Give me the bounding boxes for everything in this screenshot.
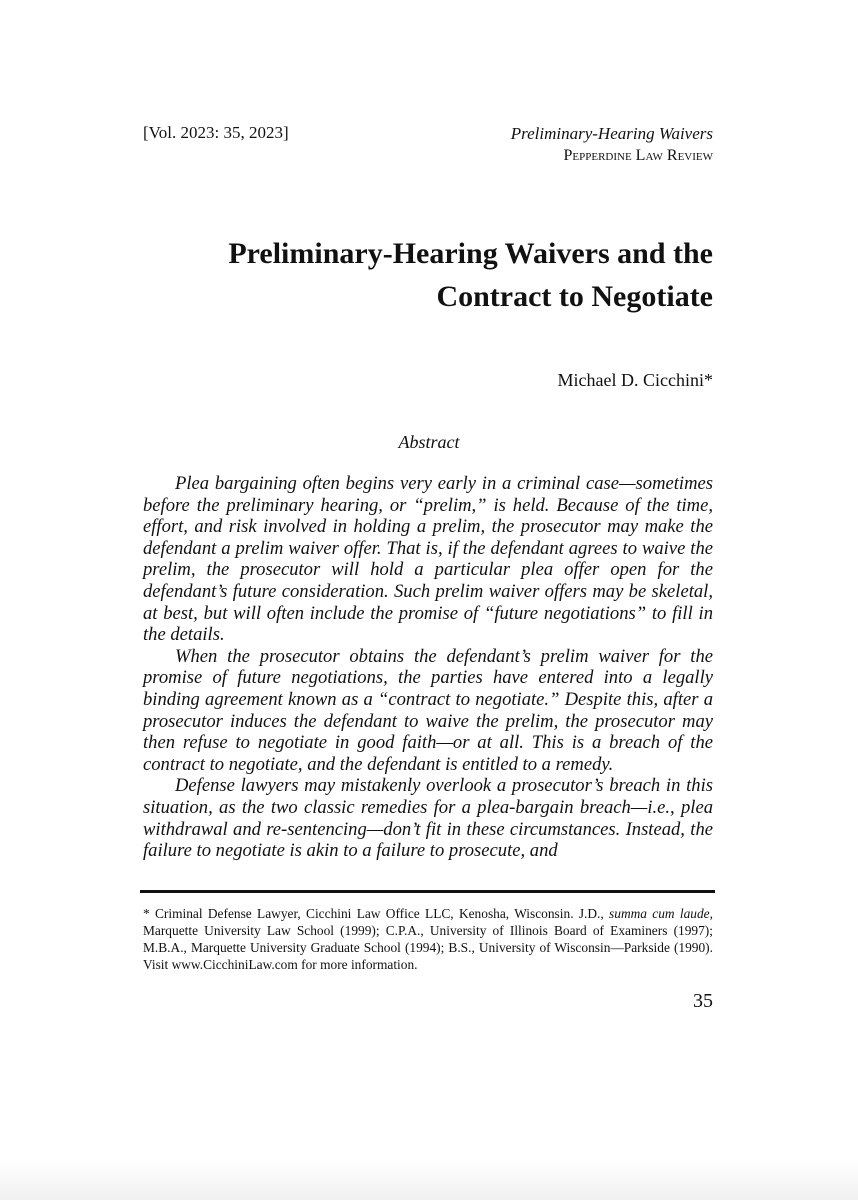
page-number: 35 [693, 990, 713, 1012]
title-line-2: Contract to Negotiate [436, 280, 713, 313]
footnote-text-start: * Criminal Defense Lawyer, Cicchini Law Office LLC, Kenosha, Wisconsin. J.D., [143, 906, 610, 921]
author-name: Michael D. Cicchini* [557, 370, 713, 390]
journal-name: Pepperdine Law Review [563, 147, 713, 164]
author-footnote [143, 905, 713, 973]
article-title [93, 232, 713, 318]
abstract-paragraph-2: When the prosecutor obtains the defendant’s prelim waiver for the promise of future negotiations, the parties have entered into a legally binding agreement known as a “contract to negotiate.” Despite this, after a prosecutor induces the defendant to waive the prelim, the prosecutor may then refuse to negotiate in good faith—or at all. This is a breach of the contract to negotiate, and the defendant is entitled to a remedy. [143, 645, 713, 775]
abstract-paragraph-3: Defense lawyers may mistakenly overlook a prosecutor’s breach in this situation, as the two classic remedies for a plea-bargain breach—i.e., plea withdrawal and re-sentencing—don’t fit in these circumstances. Instead, the failure to negotiate is akin to a failure to prosecute, and [143, 775, 713, 862]
title-line-1: Preliminary-Hearing Waivers and the [228, 237, 713, 270]
abstract-heading: Abstract [398, 432, 460, 452]
footnote-divider [140, 890, 715, 893]
running-header [511, 123, 713, 167]
footnote-text-end: , Marquette University Law School (1999); C.P.A., University of Illinois Board of Examiners (1997); M.B.A., Marquette University Graduate School (1994); B.S., University of Wisconsin—Parkside (1990). Visit www.CicchiniLaw.com for more information. [143, 906, 713, 972]
abstract-paragraph-1: Plea bargaining often begins very early in a criminal case—sometimes before the preliminary hearing, or “prelim,” is held. Because of the time, effort, and risk involved in holding a prelim, the prosecutor may make the defendant a prelim waiver offer. That is, if the defendant agrees to waive the prelim, the prosecutor will hold a particular plea offer open for the defendant’s future consideration. Such prelim waiver offers may be skeletal, at best, but will often include the promise of “future negotiations” to fill in the details. [143, 473, 713, 646]
running-title: Preliminary-Hearing Waivers [510, 124, 713, 143]
footnote-honors: summa cum laude [609, 906, 710, 921]
abstract-body [143, 473, 713, 862]
page-bottom-shadow [0, 1160, 858, 1200]
volume-citation: [Vol. 2023: 35, 2023] [143, 123, 289, 142]
